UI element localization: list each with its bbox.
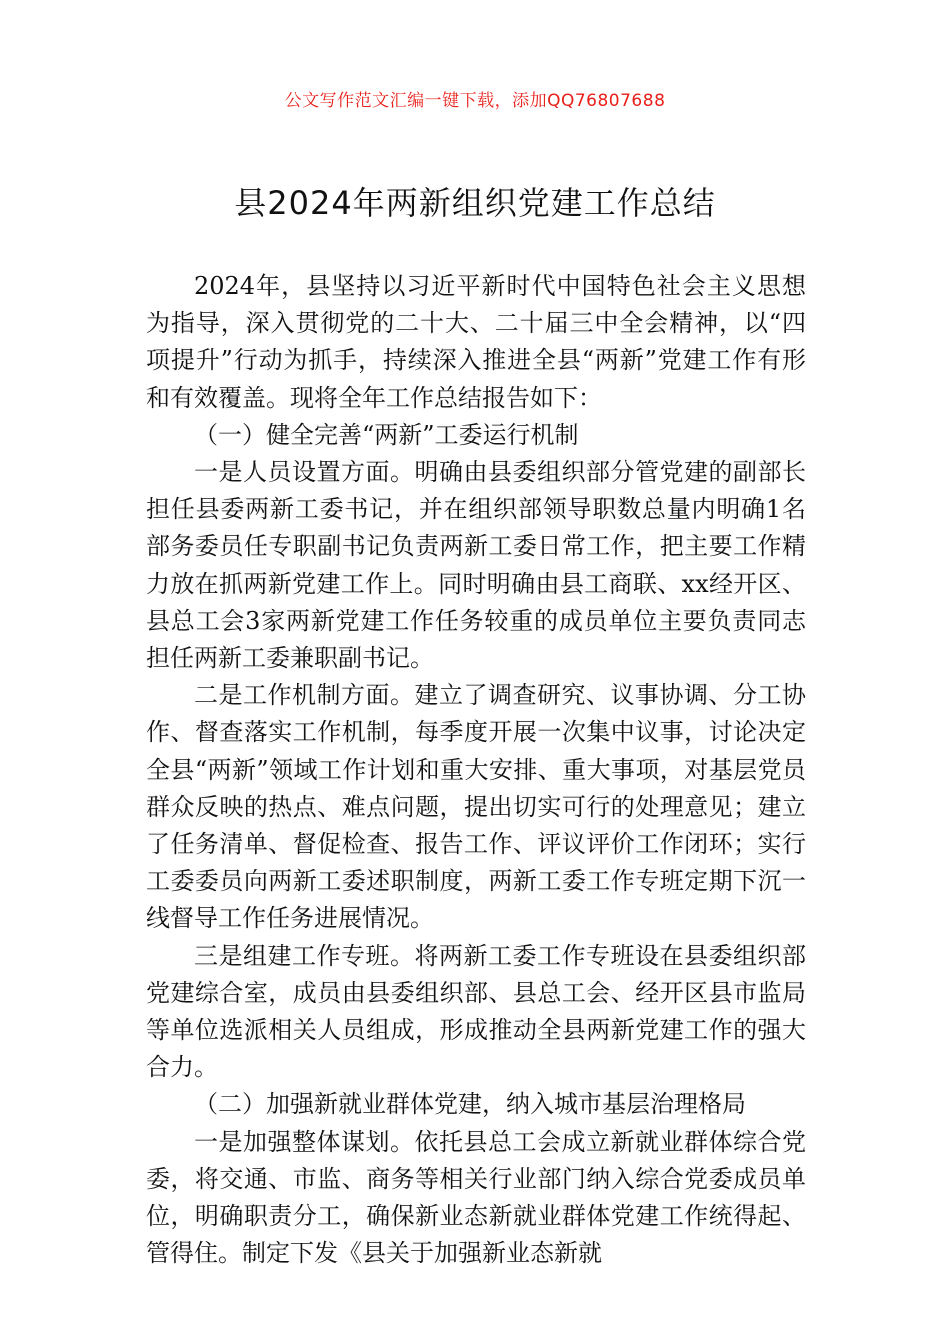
body-paragraph: 三是组建工作专班。将两新工委工作专班设在县委组织部党建综合室，成员由县委组织部、县总工会、经开区县市监局等单位选派相关人员组成，形成推动全县两新党建工作的强大合力。 [146, 941, 806, 1082]
body-paragraph: 一是加强整体谋划。依托县总工会成立新就业群体综合党委，将交通、市监、商务等相关行业部门纳入综合党委成员单位，明确职责分工，确保新业态新就业群体党建工作统得起、管得住。制定下发《县关于加强新业态新就 [146, 1127, 806, 1268]
section-heading-2: （二）加强新就业群体党建，纳入城市基层治理格局 [194, 1090, 746, 1119]
intro-paragraph: 2024年，县坚持以习近平新时代中国特色社会主义思想为指导，深入贯彻党的二十大、二十届三中全会精神，以“四项提升”行动为抓手，持续深入推进全县“两新”党建工作有形和有效覆盖。现将全年工作总结报告如下： [146, 272, 806, 412]
document-title: 县2024年两新组织党建工作总结 [234, 184, 716, 222]
body-paragraph: 二是工作机制方面。建立了调查研究、议事协调、分工协作、督查落实工作机制，每季度开展一次集中议事，讨论决定全县“两新”领域工作计划和重大安排、重大事项，对基层党员群众反映的热点、难点问题，提出切实可行的处理意见；建立了任务清单、督促检查、报告工作、评议评价工作闭环；实行工委委员向两新工委述职制度，两新工委工作专班定期下沉一线督导工作任务进展情况。 [146, 681, 806, 933]
download-watermark: 公文写作范文汇编一键下载，添加QQ76807688 [284, 91, 666, 111]
body-paragraph: 一是人员设置方面。明确由县委组织部分管党建的副部长担任县委两新工委书记，并在组织部领导职数总量内明确1名部务委员任专职副书记负责两新工委日常工作，把主要工作精力放在抓两新党建工作上。同时明确由县工商联、xx经开区、县总工会3家两新党建工作任务较重的成员单位主要负责同志担任两新工委兼职副书记。 [146, 458, 806, 673]
section-heading-1: （一）健全完善“两新”工委运行机制 [194, 420, 579, 449]
document-body [146, 268, 806, 1272]
